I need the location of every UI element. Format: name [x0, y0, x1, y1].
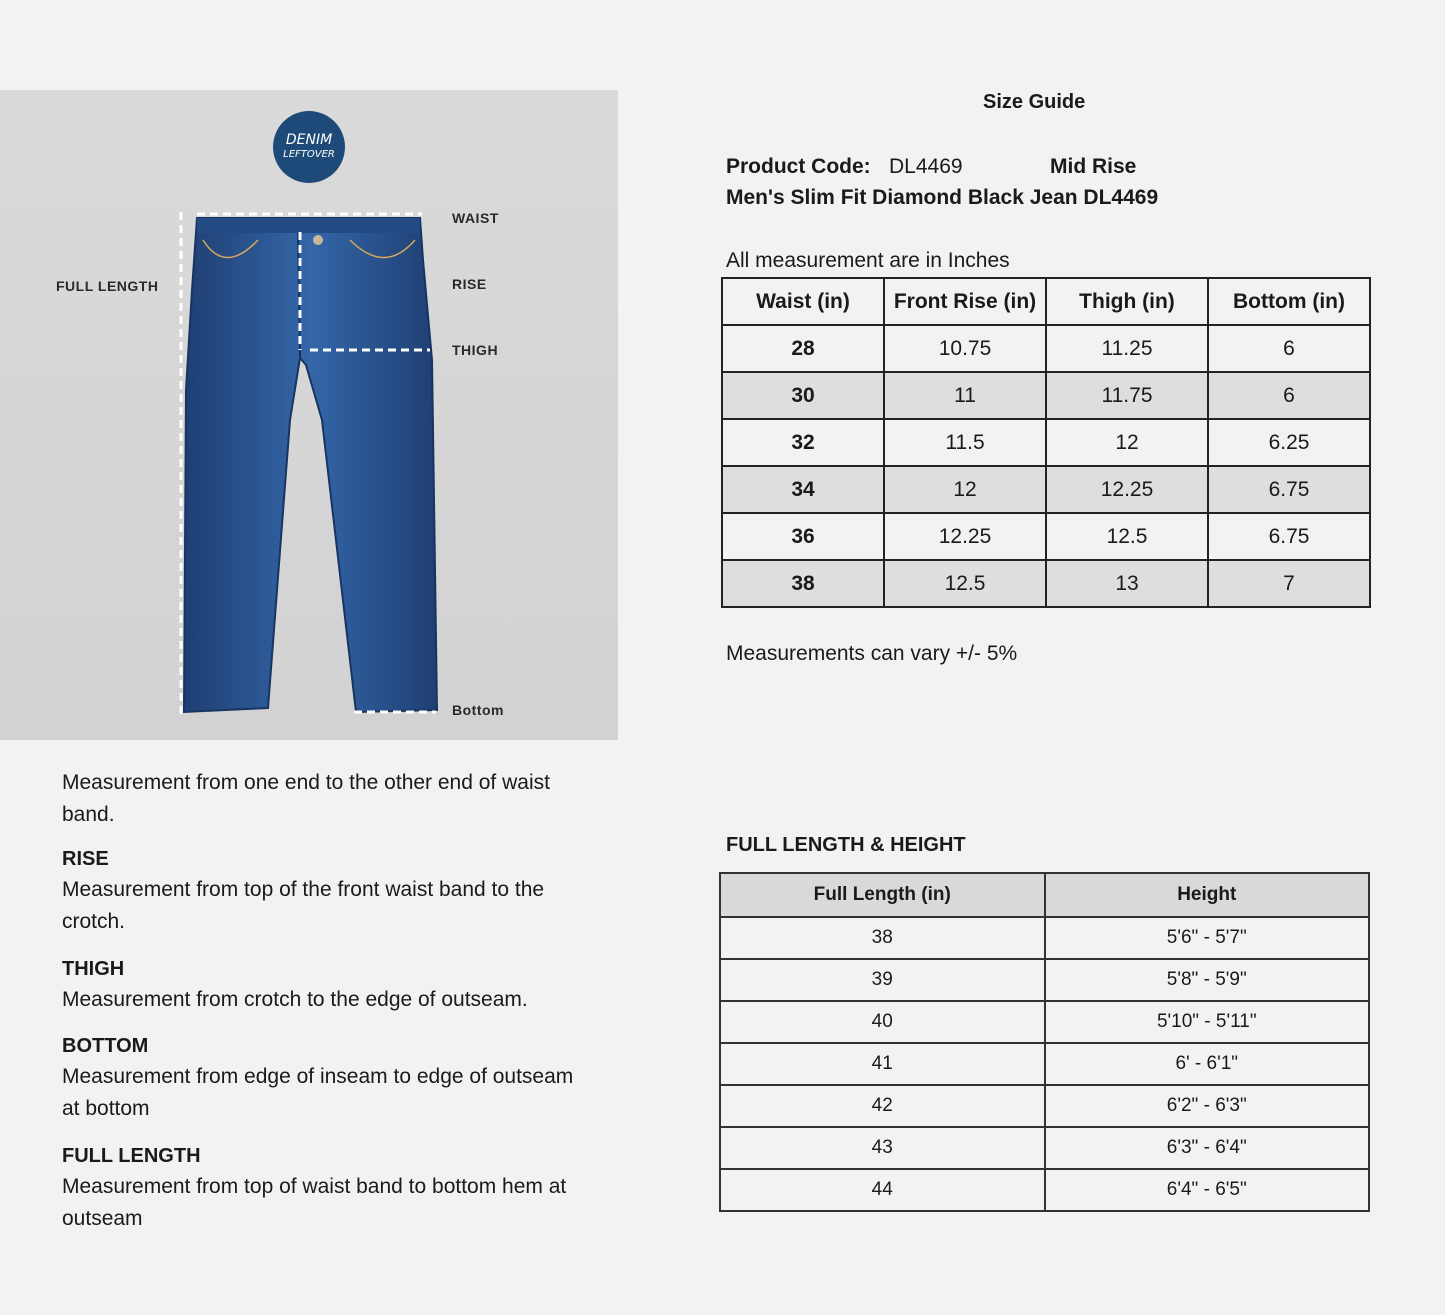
- table-row: [720, 959, 1369, 1001]
- thigh-cell: 12: [1046, 419, 1208, 466]
- bottom-cell: 6.75: [1208, 513, 1370, 560]
- product-code-value: DL4469: [889, 155, 963, 178]
- table-row: [720, 1169, 1369, 1211]
- full-length-cell: 40: [720, 1001, 1045, 1043]
- header-waist: Waist (in): [722, 278, 884, 325]
- waist-description: Measurement from one end to the other end of waist band.: [62, 771, 550, 826]
- full-length-cell: 38: [720, 917, 1045, 959]
- front-rise-cell: 10.75: [884, 325, 1046, 372]
- waist-label: WAIST: [452, 210, 499, 226]
- rise-heading: RISE: [62, 848, 109, 870]
- full-length-label: FULL LENGTH: [56, 278, 159, 294]
- height-cell: 6'2" - 6'3": [1045, 1085, 1370, 1127]
- full-length-description: Measurement from top of waist band to bottom hem at outseam: [62, 1175, 567, 1230]
- jeans-illustration: [0, 90, 618, 740]
- height-cell: 6' - 6'1": [1045, 1043, 1370, 1085]
- front-rise-cell: 12.25: [884, 513, 1046, 560]
- bottom-description-block: [62, 1031, 582, 1125]
- waist-cell: 36: [722, 513, 884, 560]
- product-code-label: Product Code:: [726, 155, 871, 178]
- table-row: [722, 419, 1370, 466]
- waist-cell: 32: [722, 419, 884, 466]
- product-name: Men's Slim Fit Diamond Black Jean DL4469: [726, 186, 1159, 209]
- thigh-description: Measurement from crotch to the edge of outseam.: [62, 988, 528, 1011]
- page-title: Size Guide: [983, 91, 1086, 113]
- logo-text-leftover: LEFTOVER: [283, 149, 335, 160]
- full-length-cell: 41: [720, 1043, 1045, 1085]
- front-rise-cell: 11.5: [884, 419, 1046, 466]
- waist-cell: 38: [722, 560, 884, 607]
- table-row: [722, 560, 1370, 607]
- front-rise-cell: 12.5: [884, 560, 1046, 607]
- bottom-cell: 6.25: [1208, 419, 1370, 466]
- thigh-cell: 12.5: [1046, 513, 1208, 560]
- full-length-description-block: [62, 1141, 582, 1235]
- table-row: [720, 1001, 1369, 1043]
- height-cell: 5'6" - 5'7": [1045, 917, 1370, 959]
- bottom-cell: 7: [1208, 560, 1370, 607]
- full-length-cell: 42: [720, 1085, 1045, 1127]
- table-row: [720, 1127, 1369, 1169]
- rise-label: RISE: [452, 276, 487, 292]
- table-row: [720, 1043, 1369, 1085]
- table-row: [720, 1085, 1369, 1127]
- height-cell: 6'4" - 6'5": [1045, 1169, 1370, 1211]
- fl-table-header-row: [720, 873, 1369, 917]
- front-rise-cell: 12: [884, 466, 1046, 513]
- header-full-length: Full Length (in): [720, 873, 1045, 917]
- full-length-cell: 43: [720, 1127, 1045, 1169]
- header-thigh: Thigh (in): [1046, 278, 1208, 325]
- units-note: All measurement are in Inches: [726, 249, 1010, 272]
- waist-cell: 30: [722, 372, 884, 419]
- header-height: Height: [1045, 873, 1370, 917]
- table-row: [720, 917, 1369, 959]
- size-table: [721, 277, 1371, 608]
- bottom-heading: BOTTOM: [62, 1035, 149, 1057]
- full-length-height-heading: FULL LENGTH & HEIGHT: [726, 834, 966, 856]
- full-length-height-table: [719, 872, 1370, 1212]
- thigh-description-block: [62, 954, 582, 1016]
- jeans-measurement-diagram: [0, 90, 618, 740]
- bottom-cell: 6.75: [1208, 466, 1370, 513]
- height-cell: 5'8" - 5'9": [1045, 959, 1370, 1001]
- rise-description-block: [62, 844, 582, 938]
- header-front-rise: Front Rise (in): [884, 278, 1046, 325]
- table-row: [722, 466, 1370, 513]
- thigh-cell: 11.75: [1046, 372, 1208, 419]
- bottom-cell: 6: [1208, 325, 1370, 372]
- full-length-heading: FULL LENGTH: [62, 1145, 201, 1167]
- logo-text-denim: DENIM: [285, 132, 333, 148]
- full-length-cell: 44: [720, 1169, 1045, 1211]
- thigh-cell: 13: [1046, 560, 1208, 607]
- full-length-cell: 39: [720, 959, 1045, 1001]
- waist-cell: 34: [722, 466, 884, 513]
- waist-cell: 28: [722, 325, 884, 372]
- table-row: [722, 372, 1370, 419]
- rise-description: Measurement from top of the front waist band to the crotch.: [62, 878, 545, 933]
- size-table-header-row: [722, 278, 1370, 325]
- table-row: [722, 325, 1370, 372]
- front-rise-cell: 11: [884, 372, 1046, 419]
- height-cell: 5'10" - 5'11": [1045, 1001, 1370, 1043]
- variance-note: Measurements can vary +/- 5%: [726, 642, 1018, 665]
- brand-logo: [273, 111, 345, 183]
- rise-type: Mid Rise: [1050, 155, 1137, 178]
- thigh-cell: 11.25: [1046, 325, 1208, 372]
- bottom-label: Bottom: [452, 702, 504, 718]
- table-row: [722, 513, 1370, 560]
- height-cell: 6'3" - 6'4": [1045, 1127, 1370, 1169]
- thigh-cell: 12.25: [1046, 466, 1208, 513]
- thigh-label: THIGH: [452, 342, 499, 358]
- thigh-heading: THIGH: [62, 958, 125, 980]
- header-bottom: Bottom (in): [1208, 278, 1370, 325]
- bottom-description: Measurement from edge of inseam to edge of outseam at bottom: [62, 1065, 574, 1120]
- bottom-cell: 6: [1208, 372, 1370, 419]
